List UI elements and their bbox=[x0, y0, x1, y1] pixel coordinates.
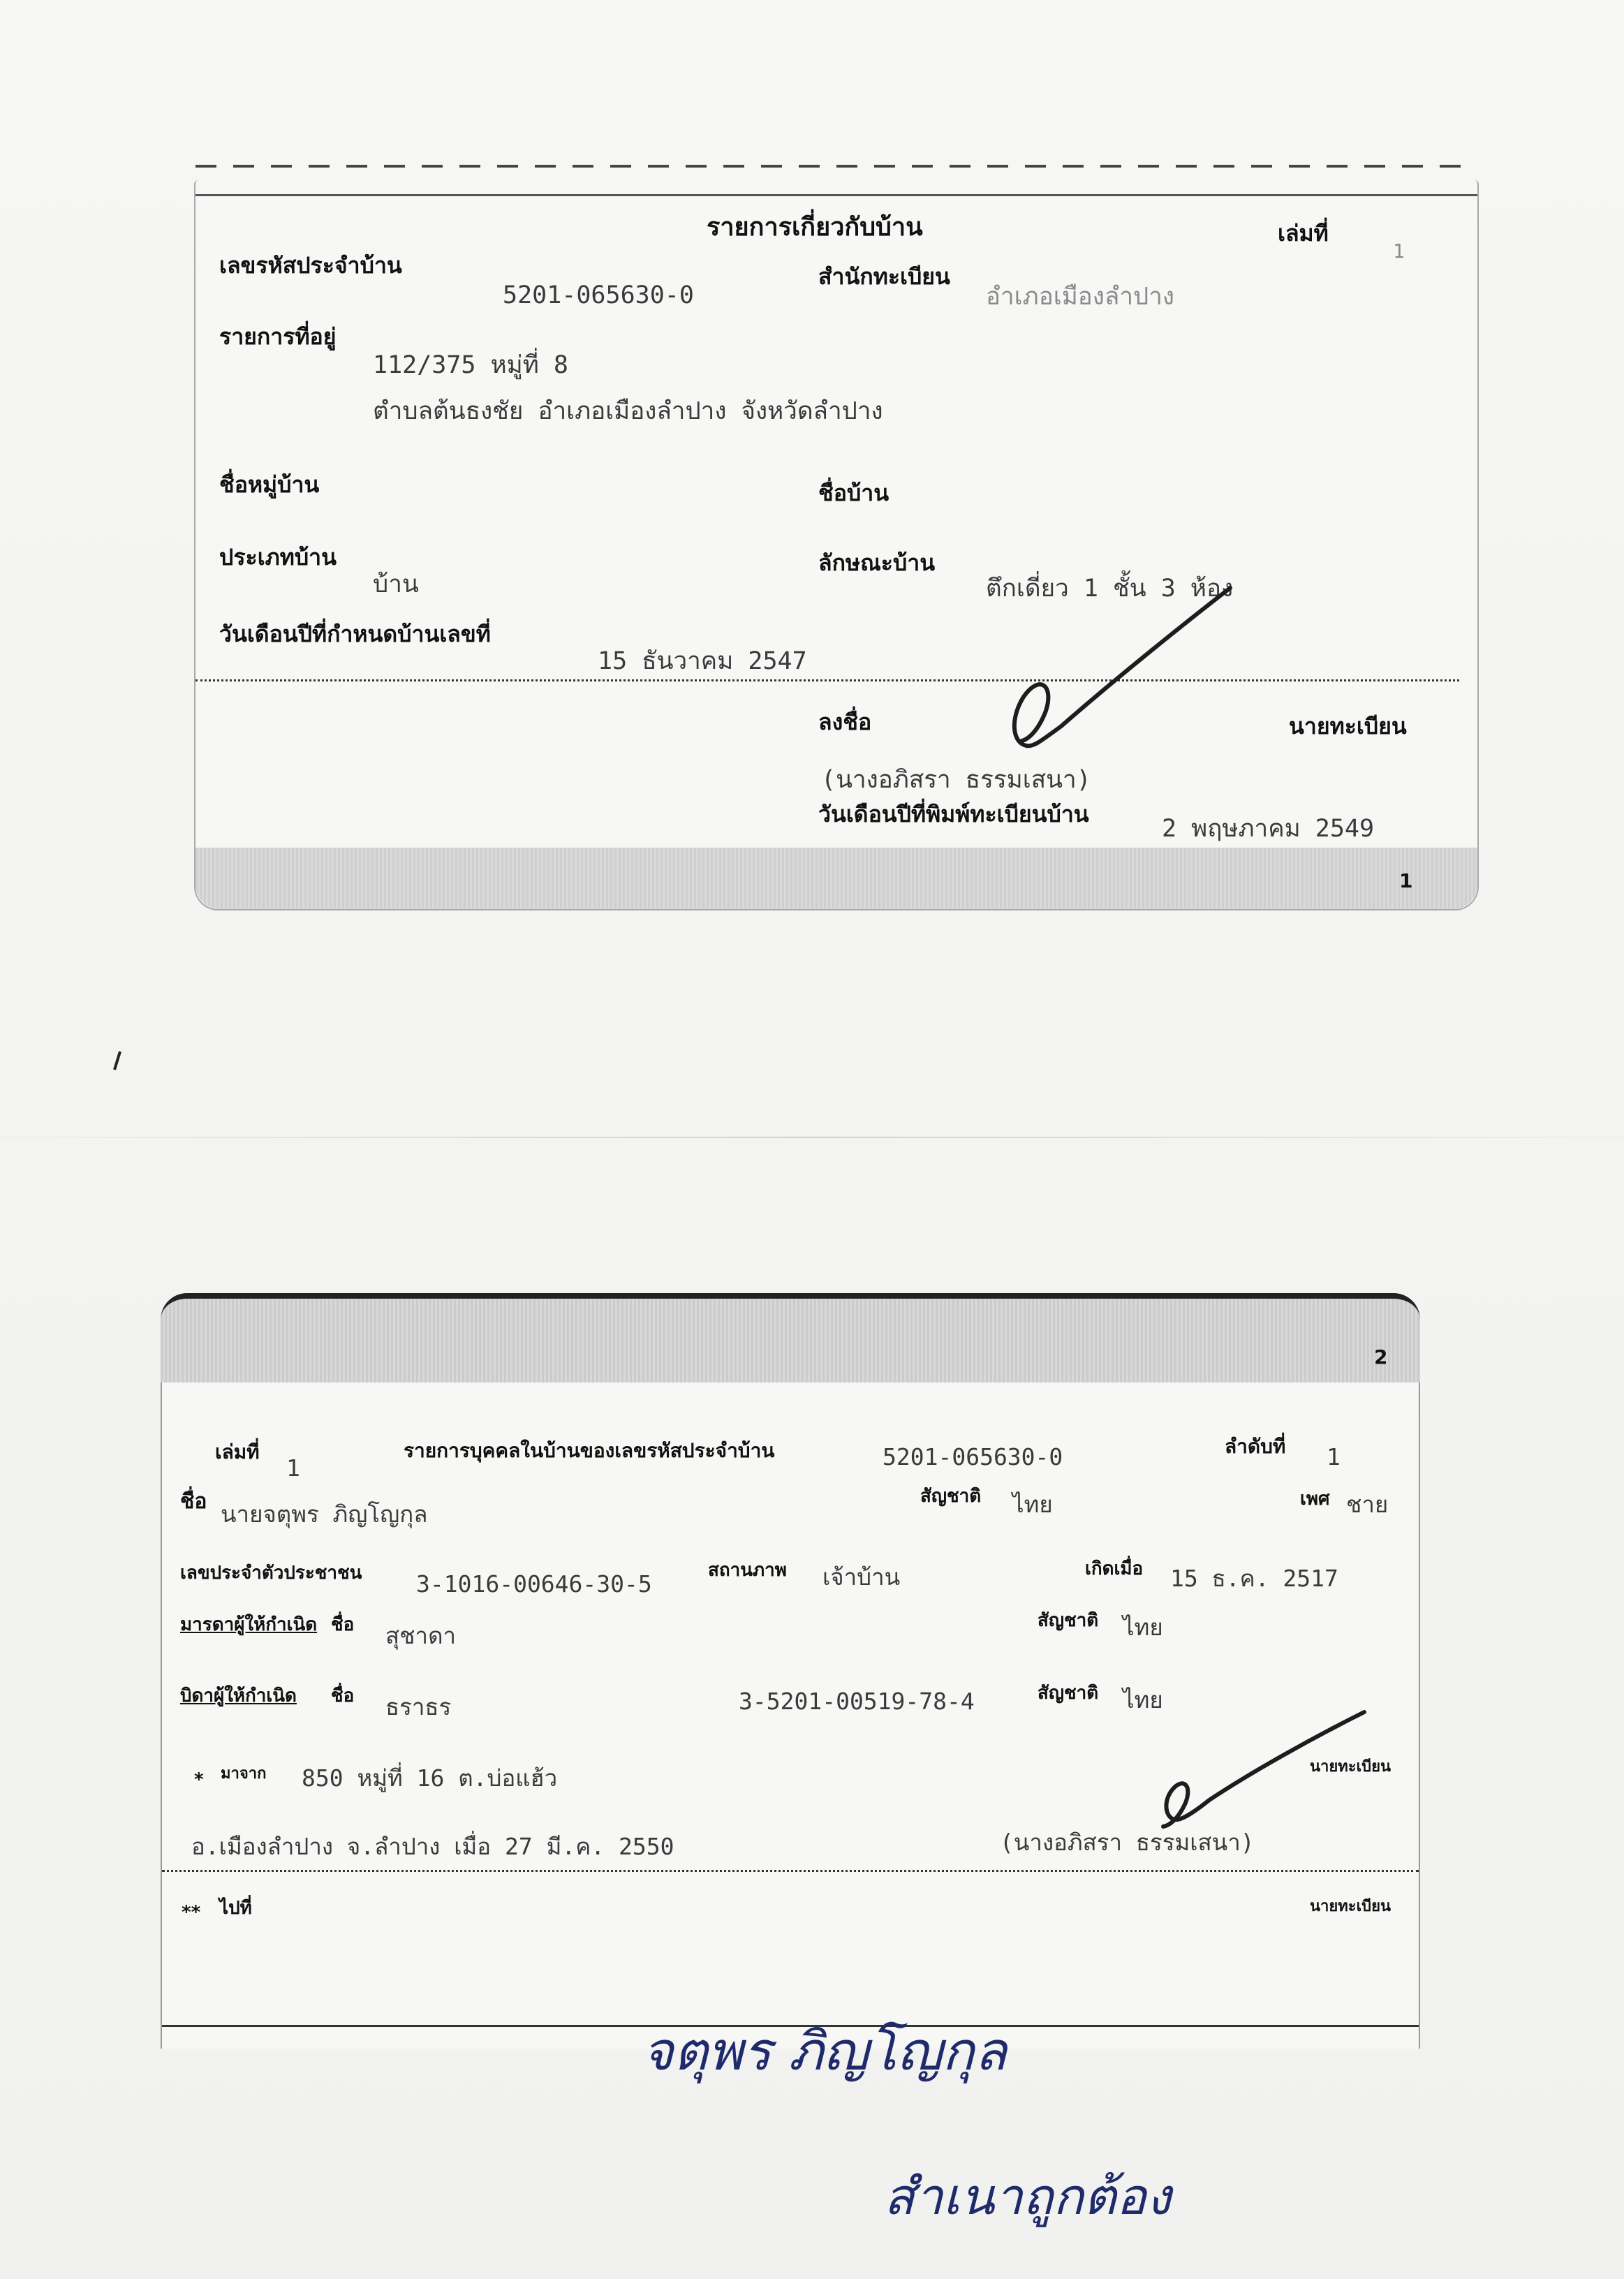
registry-office-value: อำเภอเมืองลำปาง bbox=[986, 283, 1174, 311]
house-code-value: 5201-065630-0 bbox=[503, 281, 694, 309]
address-line2: ตำบลต้นธงชัย อำเภอเมืองลำปาง จังหวัดลำปาง bbox=[373, 397, 883, 425]
page-number: 2 bbox=[1374, 1345, 1388, 1369]
father-nationality-label: สัญชาติ bbox=[1038, 1683, 1099, 1704]
nationality-label: สัญชาติ bbox=[920, 1486, 982, 1507]
sex-label: เพศ bbox=[1300, 1489, 1330, 1510]
birth-label: เกิดเมื่อ bbox=[1085, 1558, 1144, 1579]
dotted-separator bbox=[195, 679, 1459, 681]
card-title: รายการเกี่ยวกับบ้าน bbox=[707, 213, 923, 242]
handwritten-certification bbox=[628, 2011, 1257, 2262]
mother-nationality-label: สัญชาติ bbox=[1038, 1610, 1099, 1631]
house-code-label: เลขรหัสประจำบ้าน bbox=[219, 252, 402, 279]
mother-nationality-value: ไทย bbox=[1123, 1614, 1163, 1641]
assign-date-value: 15 ธันวาคม 2547 bbox=[598, 647, 807, 675]
pen-mark bbox=[105, 1047, 133, 1075]
moved-to-label: ไปที่ bbox=[219, 1898, 252, 1919]
house-name-label: ชื่อบ้าน bbox=[818, 480, 889, 506]
moved-from-marker: * bbox=[194, 1769, 204, 1790]
father-name-label: ชื่อ bbox=[331, 1686, 355, 1706]
mother-name-label: ชื่อ bbox=[331, 1614, 355, 1635]
moved-from-line1: 850 หมู่ที่ 16 ต.บ่อแฮ้ว bbox=[302, 1764, 558, 1792]
house-style-value: ตึกเดี่ยว 1 ชั้น 3 ห้อง bbox=[986, 575, 1234, 603]
print-date-label: วันเดือนปีที่พิมพ์ทะเบียนบ้าน bbox=[818, 801, 1089, 827]
father-nationality-value: ไทย bbox=[1123, 1686, 1163, 1713]
registrar-name: (นางอภิสรา ธรรมเสนา) bbox=[821, 766, 1091, 794]
order-label: ลำดับที่ bbox=[1225, 1435, 1286, 1458]
handwritten-certified-copy: สำเนาถูกต้อง bbox=[884, 2167, 1171, 2226]
order-value: 1 bbox=[1327, 1443, 1341, 1470]
volume-label: เล่มที่ bbox=[1278, 220, 1329, 246]
father-label: บิดาผู้ให้กำเนิด bbox=[180, 1686, 297, 1706]
handwritten-name: จตุพร ภิญโญกุล bbox=[642, 2020, 1007, 2082]
house-style-label: ลักษณะบ้าน bbox=[818, 550, 936, 576]
sign-label: ลงชื่อ bbox=[818, 709, 872, 735]
registrar-label-2: นายทะเบียน bbox=[1310, 1898, 1392, 1915]
volume-value: 1 bbox=[1393, 239, 1405, 263]
volume-value: 1 bbox=[286, 1454, 300, 1482]
house-code-value: 5201-065630-0 bbox=[883, 1443, 1063, 1470]
status-label: สถานภาพ bbox=[708, 1560, 787, 1581]
moved-from-line2: อ.เมืองลำปาง จ.ลำปาง เมื่อ 27 มี.ค. 2550 bbox=[191, 1833, 674, 1860]
moved-from-label: มาจาก bbox=[221, 1765, 267, 1783]
house-type-value: บ้าน bbox=[373, 570, 419, 598]
house-type-label: ประเภทบ้าน bbox=[219, 544, 337, 570]
birth-value: 15 ธ.ค. 2517 bbox=[1170, 1565, 1338, 1592]
father-id-value: 3-5201-00519-78-4 bbox=[739, 1688, 975, 1715]
dotted-separator bbox=[162, 1870, 1419, 1872]
registrar-label: นายทะเบียน bbox=[1310, 1758, 1392, 1776]
card-top-rule bbox=[195, 194, 1477, 196]
address-line1: 112/375 หมู่ที่ 8 bbox=[373, 351, 568, 379]
registry-office-label: สำนักทะเบียน bbox=[818, 263, 950, 290]
sex-value: ชาย bbox=[1346, 1491, 1389, 1518]
mother-label: มารดาผู้ให้กำเนิด bbox=[180, 1614, 318, 1635]
volume-label: เล่มที่ bbox=[215, 1440, 260, 1463]
print-date-value: 2 พฤษภาคม 2549 bbox=[1162, 815, 1375, 843]
mother-name-value: สุชาดา bbox=[385, 1622, 457, 1649]
card-header-band bbox=[161, 1293, 1420, 1382]
assign-date-label: วันเดือนปีที่กำหนดบ้านเลขที่ bbox=[219, 621, 491, 647]
card-footer-band bbox=[195, 848, 1477, 909]
perforation-line bbox=[195, 165, 1477, 168]
registrar-label: นายทะเบียน bbox=[1289, 713, 1407, 739]
id-label: เลขประจำตัวประชาชน bbox=[180, 1563, 362, 1584]
address-label: รายการที่อยู่ bbox=[219, 323, 337, 350]
page-number: 1 bbox=[1399, 869, 1413, 892]
registrar-name: (นางอภิสรา ธรรมเสนา) bbox=[1000, 1829, 1255, 1856]
person-list-label: รายการบุคคลในบ้านของเลขรหัสประจำบ้าน bbox=[404, 1439, 775, 1462]
paper-fold-line bbox=[0, 1137, 1624, 1138]
person-info-card bbox=[161, 1297, 1420, 2049]
house-info-card bbox=[194, 180, 1479, 910]
name-label: ชื่อ bbox=[180, 1489, 207, 1514]
father-name-value: ธราธร bbox=[385, 1693, 452, 1720]
moved-to-marker: ** bbox=[182, 1902, 201, 1923]
status-value: เจ้าบ้าน bbox=[822, 1563, 901, 1591]
village-name-label: ชื่อหมู่บ้าน bbox=[219, 471, 320, 498]
nationality-value: ไทย bbox=[1012, 1491, 1053, 1518]
registrar-signature bbox=[957, 580, 1250, 754]
id-value: 3-1016-00646-30-5 bbox=[416, 1570, 652, 1598]
registrar-signature bbox=[1105, 1702, 1384, 1842]
name-value: นายจตุพร ภิญโญกุล bbox=[221, 1500, 428, 1528]
